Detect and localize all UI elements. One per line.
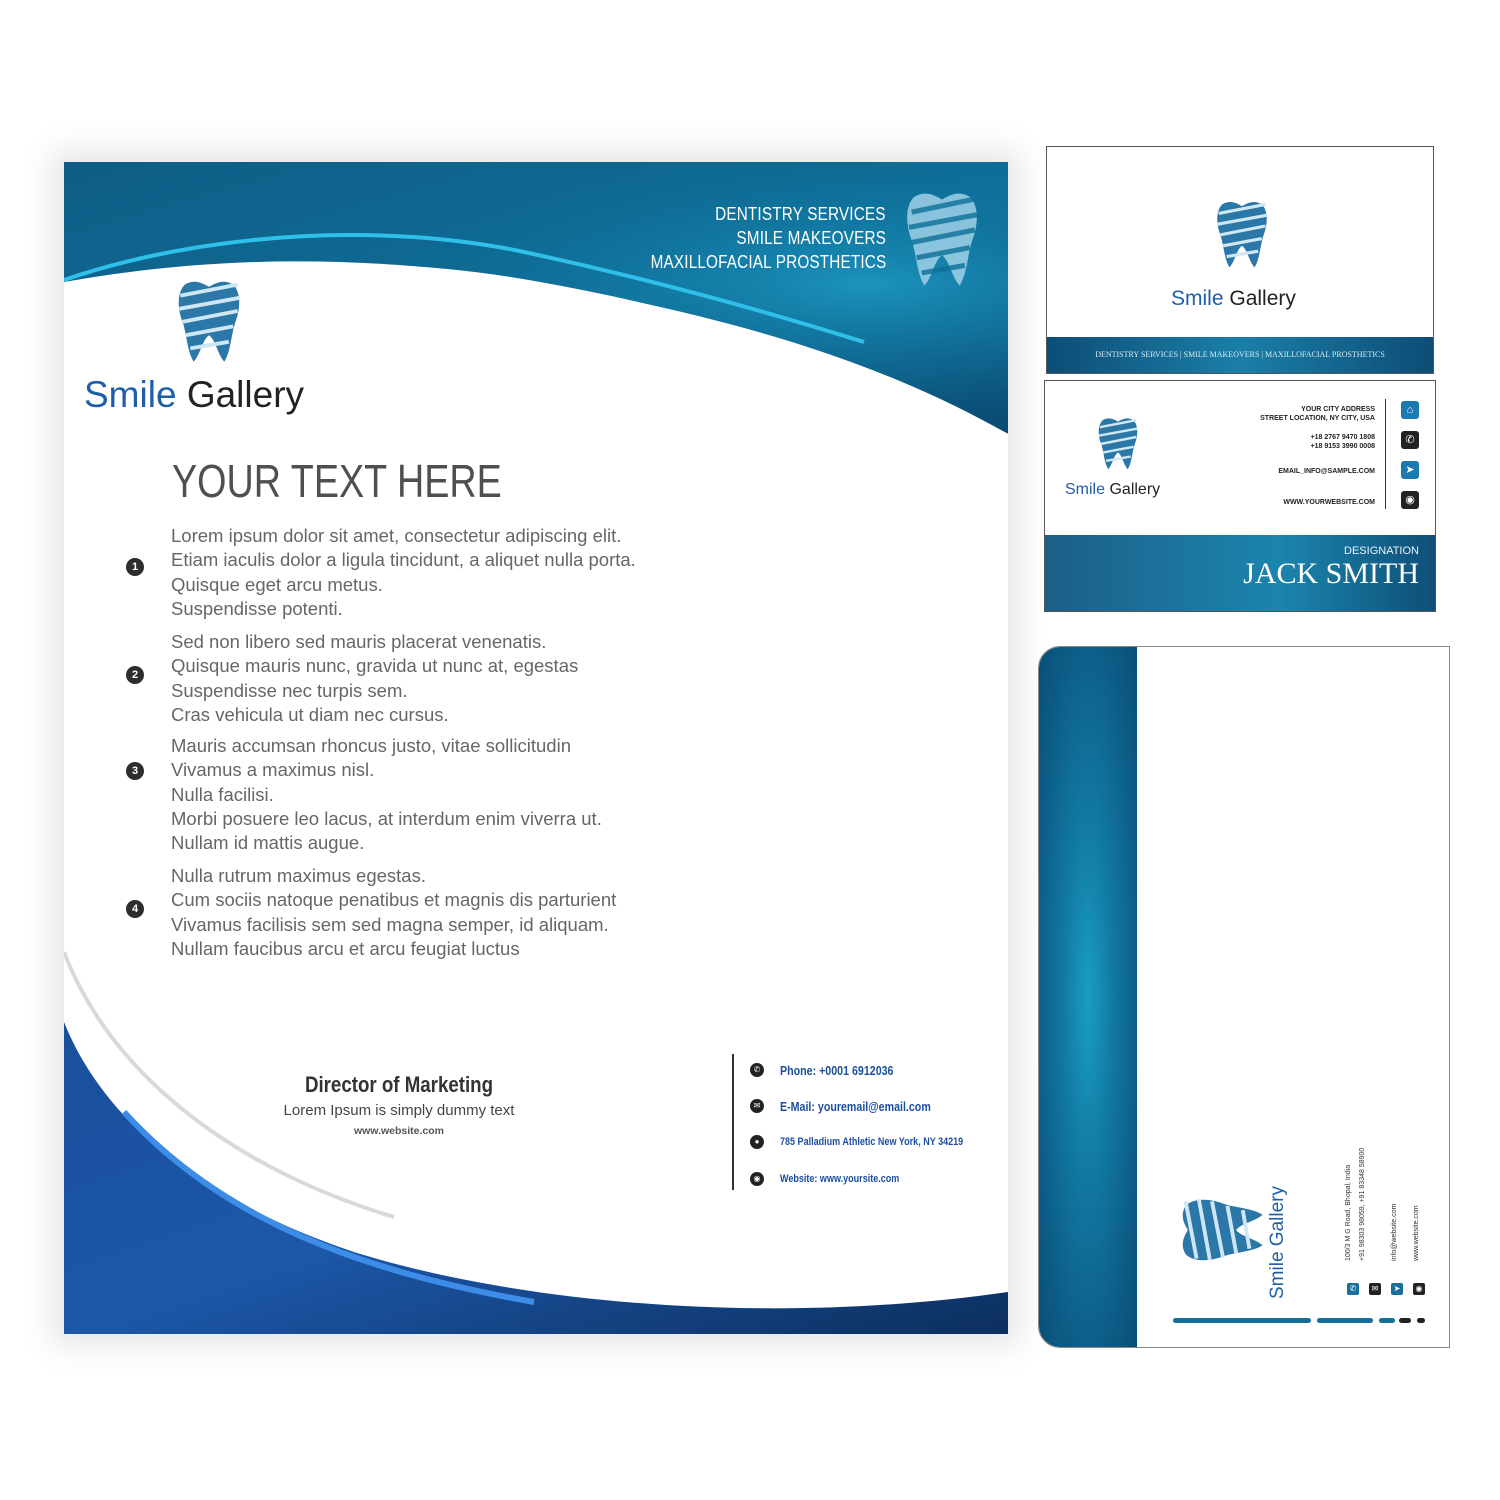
envelope-address: 100/3 M G Road, Bhopal, India	[1345, 1164, 1352, 1261]
service-line: SMILE MAKEOVERS	[736, 228, 886, 248]
paragraph-line: Vivamus a maximus nisl.	[171, 759, 375, 781]
brand-name	[1065, 481, 1160, 499]
paragraph-line: Sed non libero sed mauris placerat venenatis.	[171, 631, 547, 652]
email-text: EMAIL_INFO@SAMPLE.COM	[1278, 468, 1375, 475]
service-line: DENTISTRY SERVICES	[715, 204, 886, 224]
bullet-number: 4	[126, 900, 144, 918]
paragraph-line: Nullam faucibus arcu et arcu feugiat luctus	[171, 937, 520, 959]
paragraph-line: Quisque eget arcu metus.	[171, 573, 383, 595]
brand-name	[84, 374, 304, 416]
globe-icon: ◉	[1401, 491, 1419, 509]
brand-gallery: Gallery	[1109, 481, 1161, 498]
service-line: MAXILLOFACIAL PROSTHETICS	[650, 252, 886, 272]
envelope	[1038, 646, 1450, 1348]
address-line: STREET LOCATION, NY CITY, USA	[1260, 415, 1375, 422]
phone-line: +18 9153 3990 0008	[1310, 443, 1375, 450]
tooth-watermark-icon	[904, 186, 980, 294]
globe-icon: ◉	[750, 1172, 764, 1186]
paragraph-line: Cum sociis natoque penatibus et magnis dis parturient	[171, 889, 617, 911]
bullet-paragraph	[171, 630, 578, 727]
paragraph-line: Vivamus facilisis sem sed magna semper, id aliquam.	[171, 913, 609, 935]
contact-website	[750, 1171, 925, 1187]
brand-smile: Smile	[1171, 287, 1224, 310]
paragraph-line: Morbi posuere leo lacus, at interdum enim viverra ut.	[171, 807, 602, 829]
brand-gallery: Gallery	[1267, 1186, 1288, 1247]
director-website: www.website.com	[353, 1125, 445, 1137]
envelope-side-band	[1039, 647, 1137, 1347]
phone-icon: ✆	[1347, 1283, 1359, 1295]
address-line: YOUR CITY ADDRESS	[1301, 406, 1375, 413]
bullet-number: 3	[126, 762, 144, 780]
email-icon: ✉	[1369, 1283, 1381, 1295]
decorative-dash	[1379, 1318, 1395, 1323]
tooth-logo-icon	[1097, 415, 1139, 473]
contact-phone	[750, 1062, 918, 1078]
brand-smile: Smile	[84, 374, 177, 415]
contact-address	[750, 1134, 1003, 1150]
paragraph-line: Quisque mauris nunc, gravida ut nunc at, egestas	[171, 655, 579, 677]
person-name: JACK SMITH	[1243, 557, 1419, 590]
phone-line: +18 2767 9470 1808	[1310, 434, 1375, 441]
decorative-dash	[1173, 1318, 1311, 1323]
tooth-logo-icon	[1215, 199, 1269, 271]
paragraph-line: Nullam id mattis augue.	[171, 832, 365, 854]
decorative-dash	[1417, 1318, 1425, 1323]
bullet-number: 1	[126, 558, 144, 576]
phone-block	[1311, 433, 1375, 451]
contact-text: 785 Palladium Athletic New York, NY 34219	[780, 1136, 964, 1148]
email-icon: ✉	[750, 1099, 764, 1113]
divider-line	[1385, 399, 1386, 509]
contact-text: Website: www.yoursite.com	[780, 1173, 900, 1185]
paragraph-line: Cras vehicula ut diam nec cursus.	[171, 703, 449, 725]
page-heading: YOUR TEXT HERE	[172, 455, 502, 507]
tooth-logo-icon	[176, 276, 242, 368]
envelope-email: info@website.com	[1391, 1203, 1398, 1261]
envelope-phones: +91 98303 98059, +91 83348 58900	[1359, 1147, 1366, 1261]
bullet-paragraph	[171, 734, 602, 855]
contact-email	[750, 1098, 964, 1114]
paragraph-line: Nulla facilisi.	[171, 783, 274, 805]
cursor-icon: ➤	[1391, 1283, 1403, 1295]
decorative-dash	[1399, 1318, 1411, 1323]
brand-name	[1267, 1186, 1289, 1299]
brand-gallery: Gallery	[1229, 287, 1296, 310]
paragraph-line: Suspendisse nec turpis sem.	[171, 679, 408, 701]
address-block	[1260, 405, 1375, 423]
bullet-number: 2	[126, 666, 144, 684]
director-subtitle: Lorem Ipsum is simply dummy text	[283, 1102, 515, 1119]
tooth-logo-icon	[1173, 1197, 1273, 1263]
letterhead	[64, 162, 1008, 1334]
contact-text: E-Mail: youremail@email.com	[780, 1098, 931, 1114]
envelope-website: www.website.com	[1413, 1205, 1420, 1261]
paragraph-line: Mauris accumsan rhoncus justo, vitae sollicitudin	[171, 735, 571, 756]
website-text: WWW.YOURWEBSITE.COM	[1283, 499, 1375, 506]
brand-smile: Smile	[1267, 1251, 1288, 1299]
phone-icon: ✆	[750, 1063, 764, 1077]
paragraph-line: Suspendisse potenti.	[171, 597, 343, 619]
bullet-paragraph	[171, 864, 616, 961]
director-title: Director of Marketing	[304, 1072, 494, 1097]
bullet-paragraph	[171, 524, 636, 621]
business-card-back	[1044, 380, 1436, 612]
home-icon: ⌂	[1401, 401, 1419, 419]
paragraph-line: Etiam iaculis dolor a ligula tincidunt, a aliquet nulla porta.	[171, 549, 636, 571]
paragraph-line: Lorem ipsum dolor sit amet, consectetur adipiscing elit.	[171, 525, 622, 546]
brand-name	[1171, 287, 1296, 311]
location-pin-icon: ●	[750, 1135, 764, 1149]
brand-smile: Smile	[1065, 481, 1106, 498]
business-card-front	[1046, 146, 1434, 374]
cursor-icon: ➤	[1401, 461, 1419, 479]
contact-divider	[732, 1054, 734, 1190]
brand-gallery: Gallery	[186, 374, 305, 415]
services-text: DENTISTRY SERVICES | SMILE MAKEOVERS | MAXILLOFACIAL PROSTHETICS	[1095, 350, 1385, 359]
paragraph-line: Nulla rutrum maximus egestas.	[171, 865, 426, 886]
phone-icon: ✆	[1401, 431, 1419, 449]
contact-text: Phone: +0001 6912036	[780, 1062, 894, 1078]
decorative-dash	[1317, 1318, 1373, 1323]
designation-label: DESIGNATION	[1344, 545, 1419, 557]
globe-icon: ◉	[1413, 1283, 1425, 1295]
